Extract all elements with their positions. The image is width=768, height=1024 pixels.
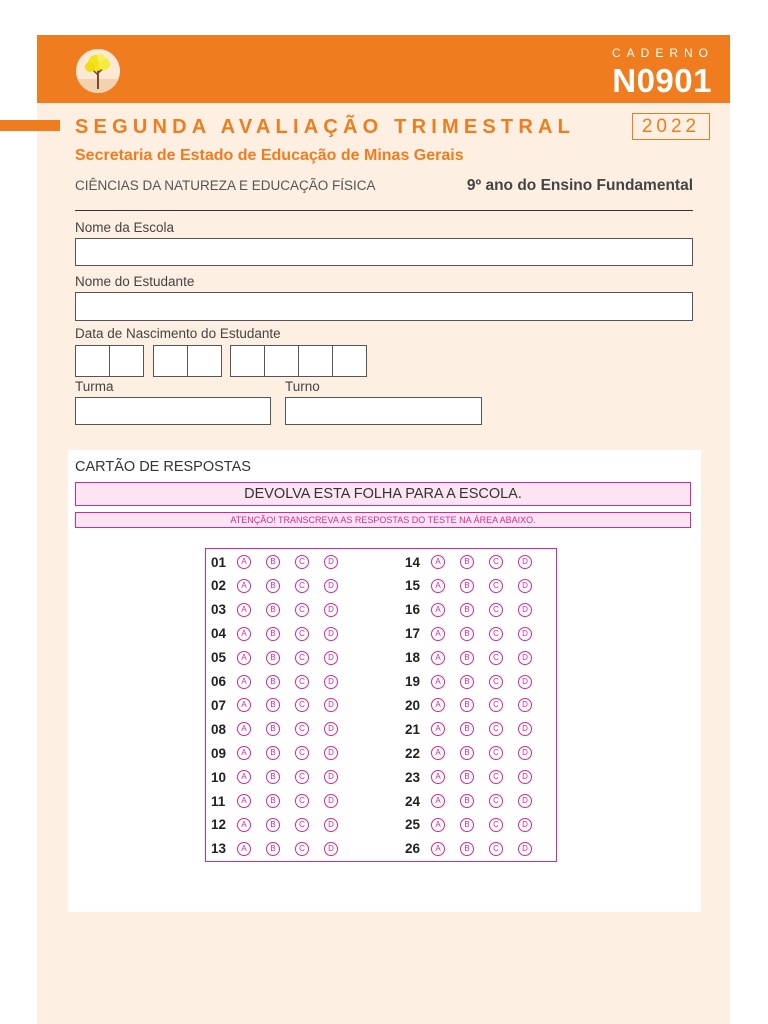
answer-bubble-d[interactable]: D <box>324 627 338 641</box>
answer-card-title: CARTÃO DE RESPOSTAS <box>75 459 251 475</box>
answer-bubble-a[interactable]: A <box>237 651 251 665</box>
answer-row <box>405 767 547 787</box>
answer-bubble-c[interactable]: C <box>489 579 503 593</box>
question-number: 24 <box>405 793 421 809</box>
answer-bubble-b[interactable]: B <box>266 722 280 736</box>
answer-bubble-c[interactable]: C <box>489 794 503 808</box>
answer-bubble-b[interactable]: B <box>460 842 474 856</box>
answer-bubble-a[interactable]: A <box>431 842 445 856</box>
answer-bubble-d[interactable]: D <box>518 794 532 808</box>
birthdate-day-field[interactable] <box>75 345 143 377</box>
answer-bubble-c[interactable]: C <box>489 603 503 617</box>
answer-bubble-a[interactable]: A <box>237 555 251 569</box>
answer-row <box>405 791 547 811</box>
answer-bubble-c[interactable]: C <box>489 842 503 856</box>
question-number: 07 <box>211 697 227 713</box>
question-number: 03 <box>211 602 227 618</box>
answer-bubble-b[interactable]: B <box>266 698 280 712</box>
answer-bubble-a[interactable]: A <box>237 603 251 617</box>
answer-bubble-c[interactable]: C <box>295 675 309 689</box>
answer-bubble-c[interactable]: C <box>489 770 503 784</box>
question-number: 09 <box>211 745 227 761</box>
caderno-code: N0901 <box>612 62 712 99</box>
question-number: 17 <box>405 626 421 642</box>
answer-bubble-a[interactable]: A <box>431 651 445 665</box>
answer-bubble-b[interactable]: B <box>460 603 474 617</box>
answer-grid <box>205 548 557 862</box>
answer-bubble-b[interactable]: B <box>266 794 280 808</box>
answer-bubble-b[interactable]: B <box>460 675 474 689</box>
question-number: 10 <box>211 769 227 785</box>
return-notice: DEVOLVA ESTA FOLHA PARA A ESCOLA. <box>75 482 691 506</box>
answer-row <box>211 600 353 620</box>
answer-bubble-a[interactable]: A <box>237 675 251 689</box>
answer-bubble-d[interactable]: D <box>518 698 532 712</box>
answer-bubble-b[interactable]: B <box>266 675 280 689</box>
answer-bubble-a[interactable]: A <box>431 579 445 593</box>
shift-field[interactable] <box>285 397 482 425</box>
date-digit-cell[interactable] <box>153 345 188 377</box>
answer-bubble-b[interactable]: B <box>266 603 280 617</box>
school-name-label: Nome da Escola <box>75 220 175 235</box>
date-digit-cell[interactable] <box>75 345 110 377</box>
answer-bubble-b[interactable]: B <box>460 746 474 760</box>
answer-row <box>211 719 353 739</box>
answer-bubble-d[interactable]: D <box>518 555 532 569</box>
answer-bubble-b[interactable]: B <box>460 722 474 736</box>
answer-bubble-d[interactable]: D <box>518 627 532 641</box>
page-title: SEGUNDA AVALIAÇÃO TRIMESTRAL <box>75 116 576 138</box>
answer-bubble-d[interactable]: D <box>518 651 532 665</box>
answer-bubble-c[interactable]: C <box>295 651 309 665</box>
answer-row <box>405 672 547 692</box>
answer-bubble-d[interactable]: D <box>324 770 338 784</box>
question-number: 01 <box>211 554 227 570</box>
answer-bubble-a[interactable]: A <box>431 818 445 832</box>
answer-row <box>405 552 547 572</box>
answer-bubble-d[interactable]: D <box>324 698 338 712</box>
question-number: 22 <box>405 745 421 761</box>
answer-bubble-b[interactable]: B <box>460 770 474 784</box>
answer-row <box>211 576 353 596</box>
question-number: 04 <box>211 626 227 642</box>
answer-bubble-a[interactable]: A <box>237 842 251 856</box>
answer-bubble-a[interactable]: A <box>237 794 251 808</box>
answer-bubble-d[interactable]: D <box>324 579 338 593</box>
question-number: 25 <box>405 817 421 833</box>
caderno-label: CADERNO <box>611 46 714 60</box>
answer-bubble-a[interactable]: A <box>431 770 445 784</box>
answer-bubble-a[interactable]: A <box>237 746 251 760</box>
question-number: 14 <box>405 554 421 570</box>
answer-bubble-a[interactable]: A <box>431 794 445 808</box>
answer-bubble-b[interactable]: B <box>266 627 280 641</box>
school-name-field[interactable] <box>75 238 693 266</box>
answer-row <box>211 767 353 787</box>
side-tab-marker <box>0 120 60 131</box>
answer-bubble-c[interactable]: C <box>295 603 309 617</box>
grade-label: 9º ano do Ensino Fundamental <box>466 177 693 194</box>
answer-bubble-c[interactable]: C <box>295 818 309 832</box>
answer-row <box>405 743 547 763</box>
question-number: 16 <box>405 602 421 618</box>
answer-bubble-b[interactable]: B <box>460 627 474 641</box>
date-digit-cell[interactable] <box>264 345 299 377</box>
date-digit-cell[interactable] <box>187 345 222 377</box>
answer-bubble-c[interactable]: C <box>295 722 309 736</box>
question-number: 19 <box>405 674 421 689</box>
answer-bubble-c[interactable]: C <box>489 746 503 760</box>
answer-bubble-a[interactable]: A <box>431 627 445 641</box>
answer-bubble-a[interactable]: A <box>431 603 445 617</box>
answer-row <box>211 552 353 572</box>
answer-bubble-d[interactable]: D <box>518 722 532 736</box>
answer-row <box>211 743 353 763</box>
answer-bubble-a[interactable]: A <box>237 818 251 832</box>
date-digit-cell[interactable] <box>109 345 144 377</box>
class-field[interactable] <box>75 397 271 425</box>
answer-bubble-d[interactable]: D <box>518 746 532 760</box>
answer-bubble-d[interactable]: D <box>518 770 532 784</box>
answer-bubble-d[interactable]: D <box>324 842 338 856</box>
answer-bubble-d[interactable]: D <box>518 842 532 856</box>
answer-bubble-b[interactable]: B <box>460 651 474 665</box>
answer-bubble-d[interactable]: D <box>324 675 338 689</box>
date-digit-cell[interactable] <box>230 345 265 377</box>
answer-row <box>211 839 353 859</box>
answer-row <box>211 815 353 835</box>
answer-bubble-a[interactable]: A <box>237 698 251 712</box>
answer-bubble-b[interactable]: B <box>460 794 474 808</box>
answer-bubble-c[interactable]: C <box>295 579 309 593</box>
answer-bubble-c[interactable]: C <box>295 555 309 569</box>
answer-bubble-b[interactable]: B <box>266 842 280 856</box>
answer-bubble-a[interactable]: A <box>431 746 445 760</box>
answer-bubble-d[interactable]: D <box>324 555 338 569</box>
answer-bubble-c[interactable]: C <box>295 698 309 712</box>
tree-logo-icon <box>76 49 120 93</box>
answer-bubble-d[interactable]: D <box>324 746 338 760</box>
answer-bubble-d[interactable]: D <box>518 579 532 593</box>
answer-row <box>405 839 547 859</box>
answer-bubble-c[interactable]: C <box>489 651 503 665</box>
question-number: 20 <box>405 697 421 713</box>
answer-bubble-a[interactable]: A <box>237 627 251 641</box>
question-number: 13 <box>211 841 227 857</box>
answer-bubble-b[interactable]: B <box>266 746 280 760</box>
answer-bubble-b[interactable]: B <box>266 651 280 665</box>
question-number: 18 <box>405 650 421 666</box>
answer-bubble-b[interactable]: B <box>266 818 280 832</box>
header-divider <box>75 210 693 211</box>
question-number: 15 <box>405 578 421 594</box>
answer-row <box>405 695 547 715</box>
answer-bubble-b[interactable]: B <box>460 698 474 712</box>
answer-bubble-c[interactable]: C <box>489 722 503 736</box>
answer-row <box>405 648 547 668</box>
answer-bubble-c[interactable]: C <box>295 794 309 808</box>
answer-bubble-d[interactable]: D <box>324 722 338 736</box>
answer-bubble-d[interactable]: D <box>518 818 532 832</box>
answer-bubble-b[interactable]: B <box>266 579 280 593</box>
date-digit-cell[interactable] <box>298 345 333 377</box>
student-name-label: Nome do Estudante <box>75 274 195 289</box>
question-number: 08 <box>211 721 227 737</box>
answer-bubble-c[interactable]: C <box>489 818 503 832</box>
birthdate-label: Data de Nascimento do Estudante <box>75 326 281 341</box>
class-label: Turma <box>75 379 114 394</box>
answer-bubble-b[interactable]: B <box>460 579 474 593</box>
answer-bubble-a[interactable]: A <box>431 722 445 736</box>
answer-bubble-c[interactable]: C <box>489 555 503 569</box>
answer-row <box>405 576 547 596</box>
answer-row <box>405 624 547 644</box>
question-number: 11 <box>211 793 226 809</box>
question-number: 21 <box>405 721 421 737</box>
question-number: 23 <box>405 769 421 785</box>
answer-row <box>405 815 547 835</box>
answer-bubble-a[interactable]: A <box>237 722 251 736</box>
answer-bubble-c[interactable]: C <box>295 746 309 760</box>
answer-bubble-c[interactable]: C <box>489 627 503 641</box>
question-number: 02 <box>211 578 227 594</box>
answer-bubble-d[interactable]: D <box>518 603 532 617</box>
year-badge: 2022 <box>632 113 710 140</box>
answer-row <box>405 600 547 620</box>
answer-bubble-c[interactable]: C <box>295 627 309 641</box>
answer-bubble-a[interactable]: A <box>431 698 445 712</box>
birthdate-month-field[interactable] <box>153 345 221 377</box>
shift-label: Turno <box>285 379 320 394</box>
answer-bubble-c[interactable]: C <box>489 698 503 712</box>
answer-bubble-b[interactable]: B <box>460 555 474 569</box>
answer-row <box>405 719 547 739</box>
birthdate-year-field[interactable] <box>230 345 366 377</box>
answer-bubble-d[interactable]: D <box>324 603 338 617</box>
answer-bubble-c[interactable]: C <box>295 842 309 856</box>
question-number: 26 <box>405 841 421 857</box>
answer-bubble-d[interactable]: D <box>324 818 338 832</box>
page-subtitle: Secretaria de Estado de Educação de Minas Gerais <box>75 147 464 164</box>
answer-bubble-a[interactable]: A <box>237 579 251 593</box>
answer-bubble-b[interactable]: B <box>266 770 280 784</box>
answer-bubble-c[interactable]: C <box>489 675 503 689</box>
answer-bubble-a[interactable]: A <box>431 675 445 689</box>
answer-row <box>211 672 353 692</box>
question-number: 05 <box>211 650 227 666</box>
answer-bubble-a[interactable]: A <box>237 770 251 784</box>
answer-bubble-b[interactable]: B <box>460 818 474 832</box>
answer-row <box>211 791 353 811</box>
question-number: 12 <box>211 817 227 833</box>
question-number: 06 <box>211 674 227 689</box>
answer-row <box>211 695 353 715</box>
answer-bubble-d[interactable]: D <box>518 675 532 689</box>
discipline-label: CIÊNCIAS DA NATUREZA E EDUCAÇÃO FÍSICA <box>75 178 376 193</box>
answer-bubble-c[interactable]: C <box>295 770 309 784</box>
answer-row <box>211 648 353 668</box>
attention-notice: ATENÇÃO! TRANSCREVA AS RESPOSTAS DO TESTE NA ÁREA ABAIXO. <box>75 512 691 528</box>
answer-bubble-b[interactable]: B <box>266 555 280 569</box>
answer-bubble-a[interactable]: A <box>431 555 445 569</box>
student-name-field[interactable] <box>75 292 693 321</box>
answer-bubble-d[interactable]: D <box>324 651 338 665</box>
answer-row <box>211 624 353 644</box>
date-digit-cell[interactable] <box>332 345 367 377</box>
answer-bubble-d[interactable]: D <box>324 794 338 808</box>
